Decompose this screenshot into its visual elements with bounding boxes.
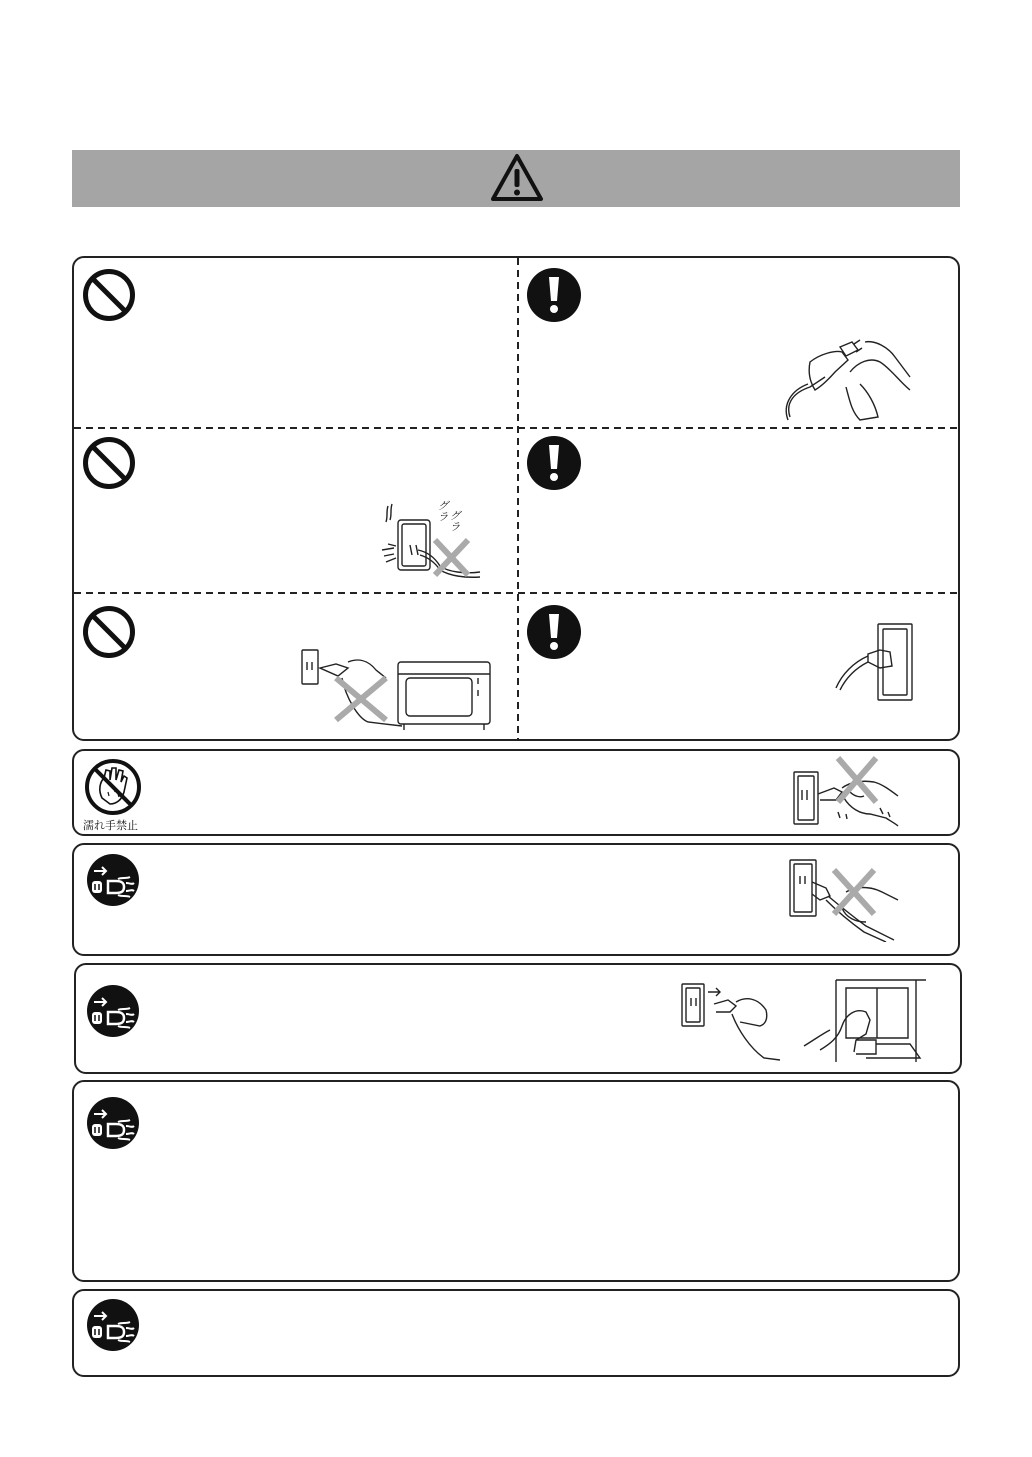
prohibition-icon bbox=[82, 436, 136, 490]
unplug-icon bbox=[86, 984, 140, 1038]
unplug-and-clean-illustration bbox=[680, 974, 930, 1068]
warning-grid-box bbox=[72, 256, 960, 741]
mandatory-exclamation-icon bbox=[526, 267, 582, 323]
unplug-note-box bbox=[72, 1080, 960, 1282]
prohibition-icon bbox=[82, 268, 136, 322]
mandatory-exclamation-icon bbox=[526, 604, 582, 660]
warning-triangle-icon bbox=[490, 153, 544, 203]
plug-inserted-illustration bbox=[832, 622, 916, 702]
pull-cord-illustration bbox=[786, 856, 902, 942]
sound-word-1: グラ bbox=[436, 500, 449, 522]
sound-word-2: グラ bbox=[448, 510, 461, 532]
wet-hand-plug-illustration bbox=[790, 752, 902, 832]
unplug-icon bbox=[86, 1298, 140, 1352]
no-wet-hands-label: 濡れ手禁止 bbox=[83, 819, 138, 832]
grid-dividers bbox=[74, 258, 958, 739]
unplug-icon bbox=[86, 853, 140, 907]
unplug-icon bbox=[86, 1096, 140, 1150]
loose-outlet-illustration bbox=[380, 500, 485, 582]
mandatory-exclamation-icon bbox=[526, 435, 582, 491]
prohibition-icon bbox=[82, 605, 136, 659]
unplug-last-box bbox=[72, 1289, 960, 1377]
microwave-cord-illustration bbox=[298, 648, 494, 734]
warning-header-bar bbox=[72, 150, 960, 207]
no-wet-hands-icon bbox=[84, 758, 142, 816]
wipe-plug-illustration bbox=[780, 332, 915, 422]
